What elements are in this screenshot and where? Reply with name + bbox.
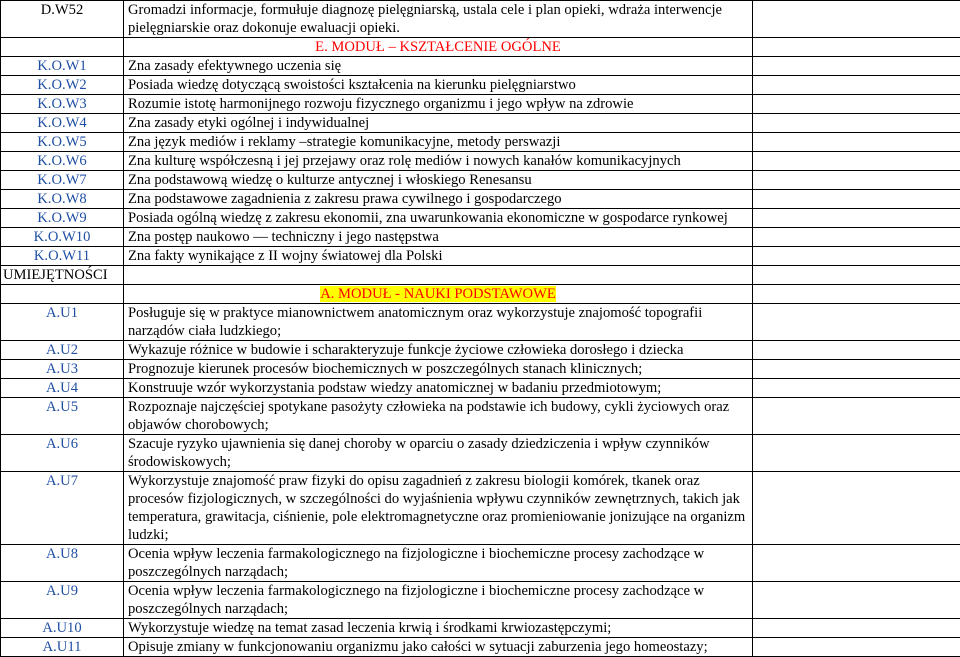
section-label-umiejetnosci: UMIEJĘTNOŚCI [1,266,124,285]
outcome-description: Posługuje się w praktyce mianownictwem anatomicznym oraz wykorzystuje znajomość topografii narządów ciała ludzkiego; [124,304,753,341]
table-row [1,619,960,638]
outcome-code: A.U11 [1,638,124,657]
empty-cell [753,379,960,398]
table-row [1,360,960,379]
table-row [1,398,960,435]
table-row [1,304,960,341]
table-row [1,76,960,95]
outcome-description: Wykorzystuje wiedzę na temat zasad leczenia krwią i środkami krwiozastępczymi; [124,619,753,638]
empty-cell [753,582,960,619]
empty-cell [753,171,960,190]
table-row [1,171,960,190]
table-row [1,152,960,171]
outcome-description: Posiada wiedzę dotyczącą swoistości kształcenia na kierunku pielęgniarstwo [124,76,753,95]
empty-cell [753,398,960,435]
outcome-code: A.U4 [1,379,124,398]
empty-cell [753,209,960,228]
empty-cell [753,228,960,247]
empty-cell [753,133,960,152]
table-row [1,247,960,266]
table-row [1,638,960,657]
table-body [1,1,960,657]
outcome-description: Zna kulturę współczesną i jej przejawy oraz rolę mediów i nowych kanałów komunikacyjnych [124,152,753,171]
outcome-code: K.O.W4 [1,114,124,133]
outcome-description: Opisuje zmiany w funkcjonowaniu organizmu jako całości w sytuacji zaburzenia jego homeostazy; [124,638,753,657]
empty-cell [753,472,960,545]
outcome-code: K.O.W1 [1,57,124,76]
outcome-code: K.O.W8 [1,190,124,209]
empty-cell [753,435,960,472]
outcome-code: K.O.W2 [1,76,124,95]
empty-cell [753,341,960,360]
table-row [1,114,960,133]
outcome-description: Posiada ogólną wiedzę z zakresu ekonomii, zna uwarunkowania ekonomiczne w gospodarce rynkowej [124,209,753,228]
outcome-code: A.U6 [1,435,124,472]
empty-cell [753,360,960,379]
outcome-code: A.U3 [1,360,124,379]
table-row [1,95,960,114]
empty-cell [753,638,960,657]
empty-cell [753,57,960,76]
outcome-description: Zna zasady efektywnego uczenia się [124,57,753,76]
outcome-description: Wykorzystuje znajomość praw fizyki do opisu zagadnień z zakresu biologii komórek, tkanek oraz procesów fizjologicznych, w szczególności do wyjaśnienia wpływu czynników zewnętrznych, takich jak temperatura, grawitacja, ciśnienie, pole elektromagnetyczne oraz promieniowanie jonizujące na organizm ludzki; [124,472,753,545]
outcome-code: K.O.W5 [1,133,124,152]
empty-cell [753,304,960,341]
outcome-code: A.U9 [1,582,124,619]
outcome-description: Konstruuje wzór wykorzystania podstaw wiedzy anatomicznej w badaniu przedmiotowym; [124,379,753,398]
table-row [1,582,960,619]
table-row [1,57,960,76]
table-row [1,341,960,360]
empty-cell [753,1,960,38]
table-row [1,1,960,38]
section-heading-text: E. MODUŁ – KSZTAŁCENIE OGÓLNE [315,39,561,55]
table-row [1,379,960,398]
empty-cell [1,285,124,304]
outcome-code: A.U5 [1,398,124,435]
outcome-code: A.U8 [1,545,124,582]
section-heading-text: A. MODUŁ - NAUKI PODSTAWOWE [320,286,556,302]
outcome-description: Ocenia wpływ leczenia farmakologicznego na fizjologiczne i biochemiczne procesy zachodzące w poszczególnych narządach; [124,545,753,582]
outcome-code: D.W52 [1,1,124,38]
empty-cell [753,545,960,582]
outcome-code: A.U2 [1,341,124,360]
outcome-description: Zna język mediów i reklamy –strategie komunikacyjne, metody perswazji [124,133,753,152]
table-row [1,133,960,152]
table-row [1,190,960,209]
empty-cell [753,76,960,95]
outcome-description: Gromadzi informacje, formułuje diagnozę pielęgniarską, ustala cele i plan opieki, wdraża interwencje pielęgniarskie oraz dokonuje ewaluacji opieki. [124,1,753,38]
outcome-code: K.O.W9 [1,209,124,228]
outcome-code: A.U10 [1,619,124,638]
table-row [1,266,960,285]
empty-cell [753,95,960,114]
outcome-description: Wykazuje różnice w budowie i scharakteryzuje funkcje życiowe człowieka dorosłego i dziecka [124,341,753,360]
outcome-code: K.O.W3 [1,95,124,114]
outcome-code: A.U7 [1,472,124,545]
empty-cell [753,114,960,133]
outcome-code: K.O.W11 [1,247,124,266]
empty-cell [753,152,960,171]
table-row [1,38,960,57]
empty-cell [753,38,960,57]
outcome-description: Zna podstawowe zagadnienia z zakresu prawa cywilnego i gospodarczego [124,190,753,209]
outcome-description: Ocenia wpływ leczenia farmakologicznego na fizjologiczne i biochemiczne procesy zachodzące w poszczególnych narządach; [124,582,753,619]
table-row [1,435,960,472]
empty-cell [1,38,124,57]
outcome-description: Zna podstawową wiedzę o kulturze antycznej i włoskiego Renesansu [124,171,753,190]
empty-cell [753,619,960,638]
empty-cell [124,266,753,285]
table-row [1,209,960,228]
outcome-code: A.U1 [1,304,124,341]
outcome-description: Rozumie istotę harmonijnego rozwoju fizycznego organizmu i jego wpływ na zdrowie [124,95,753,114]
section-heading [124,38,753,57]
section-heading [124,285,753,304]
outcome-description: Szacuje ryzyko ujawnienia się danej choroby w oparciu o zasady dziedziczenia i wpływ czynników środowiskowych; [124,435,753,472]
table-row [1,228,960,247]
outcome-code: K.O.W10 [1,228,124,247]
table-row [1,472,960,545]
empty-cell [753,266,960,285]
empty-cell [753,285,960,304]
empty-cell [753,190,960,209]
outcome-code: K.O.W6 [1,152,124,171]
outcome-description: Zna fakty wynikające z II wojny światowej dla Polski [124,247,753,266]
empty-cell [753,247,960,266]
table-row [1,545,960,582]
outcome-description: Zna postęp naukowo — techniczny i jego następstwa [124,228,753,247]
table-row [1,285,960,304]
outcome-description: Prognozuje kierunek procesów biochemicznych w poszczególnych stanach klinicznych; [124,360,753,379]
outcome-description: Zna zasady etyki ogólnej i indywidualnej [124,114,753,133]
outcome-code: K.O.W7 [1,171,124,190]
outcome-description: Rozpoznaje najczęściej spotykane pasożyty człowieka na podstawie ich budowy, cykli życiowych oraz objawów chorobowych; [124,398,753,435]
